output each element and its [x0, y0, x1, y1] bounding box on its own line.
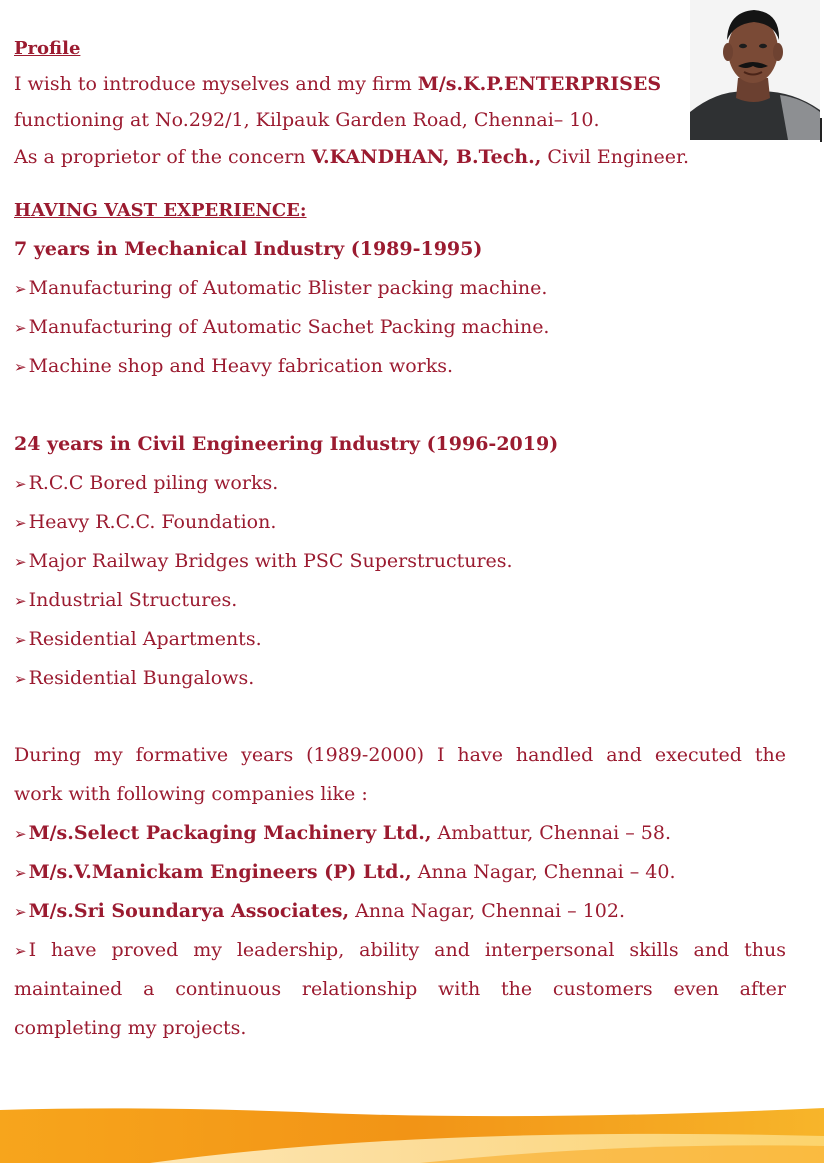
intro-line-1 — [14, 71, 661, 97]
profile-photo — [690, 0, 820, 140]
list-item: ➢ Manufacturing of Automatic Sachet Packing machine. — [14, 316, 550, 338]
company-address: Anna Nagar, Chennai – 40. — [411, 861, 676, 883]
list-item: ➢ Residential Apartments. — [14, 628, 262, 650]
company-name: M/s.V.Manickam Engineers (P) Ltd., — [28, 861, 412, 883]
arrow-bullet-icon: ➢ — [14, 864, 27, 882]
arrow-bullet-icon: ➢ — [14, 319, 27, 337]
company-item — [14, 898, 625, 925]
photo-edge-line — [820, 118, 822, 142]
formative-line-2: work with following companies like : — [14, 783, 368, 805]
arrow-bullet-icon: ➢ — [14, 592, 27, 610]
company-address: Anna Nagar, Chennai – 102. — [349, 900, 626, 922]
closing-line-2: maintained a continuous relationship with the customers even after — [14, 978, 786, 1000]
closing-line-1: ➢ I have proved my leadership, ability and interpersonal skills and thus — [14, 939, 786, 961]
company-item — [14, 820, 671, 847]
arrow-bullet-icon: ➢ — [14, 631, 27, 649]
list-item: ➢ R.C.C Bored piling works. — [14, 472, 279, 494]
experience-heading: HAVING VAST EXPERIENCE: — [14, 200, 307, 221]
list-item: ➢ Machine shop and Heavy fabrication works. — [14, 355, 454, 377]
intro-text: I wish to introduce myselves and my firm — [14, 73, 418, 95]
mechanical-title: 7 years in Mechanical Industry (1989-1995) — [14, 238, 483, 260]
arrow-bullet-icon: ➢ — [14, 942, 27, 960]
arrow-bullet-icon: ➢ — [14, 475, 27, 493]
company-name: M/s.Select Packaging Machinery Ltd., — [28, 822, 432, 844]
arrow-bullet-icon: ➢ — [14, 670, 27, 688]
proprietor-name: V.KANDHAN, B.Tech., — [311, 146, 542, 168]
footer-wave-band — [0, 1106, 824, 1163]
intro-line-2: functioning at No.292/1, Kilpauk Garden Road, Chennai– 10. — [14, 109, 600, 131]
firm-name: M/s.K.P.ENTERPRISES — [417, 73, 662, 95]
person-portrait-icon — [690, 0, 820, 140]
list-item: ➢ Residential Bungalows. — [14, 667, 255, 689]
civil-title: 24 years in Civil Engineering Industry (1996-2019) — [14, 433, 559, 455]
company-address: Ambattur, Chennai – 58. — [431, 822, 671, 844]
arrow-bullet-icon: ➢ — [14, 903, 27, 921]
arrow-bullet-icon: ➢ — [14, 358, 27, 376]
company-item — [14, 859, 676, 886]
arrow-bullet-icon: ➢ — [14, 280, 27, 298]
formative-line-1: During my formative years (1989-2000) I have handled and executed the — [14, 744, 786, 766]
list-item: ➢ Industrial Structures. — [14, 589, 238, 611]
proprietor-role: Civil Engineer. — [541, 146, 690, 168]
intro-text: As a proprietor of the concern — [14, 146, 312, 168]
list-item: ➢ Manufacturing of Automatic Blister packing machine. — [14, 277, 548, 299]
intro-line-3 — [14, 144, 689, 170]
closing-line-3: completing my projects. — [14, 1017, 247, 1039]
arrow-bullet-icon: ➢ — [14, 825, 27, 843]
arrow-bullet-icon: ➢ — [14, 514, 27, 532]
company-name: M/s.Sri Soundarya Associates, — [28, 900, 350, 922]
arrow-bullet-icon: ➢ — [14, 553, 27, 571]
list-item: ➢ Major Railway Bridges with PSC Superstructures. — [14, 550, 513, 572]
profile-heading: Profile — [14, 38, 81, 59]
list-item: ➢ Heavy R.C.C. Foundation. — [14, 511, 277, 533]
